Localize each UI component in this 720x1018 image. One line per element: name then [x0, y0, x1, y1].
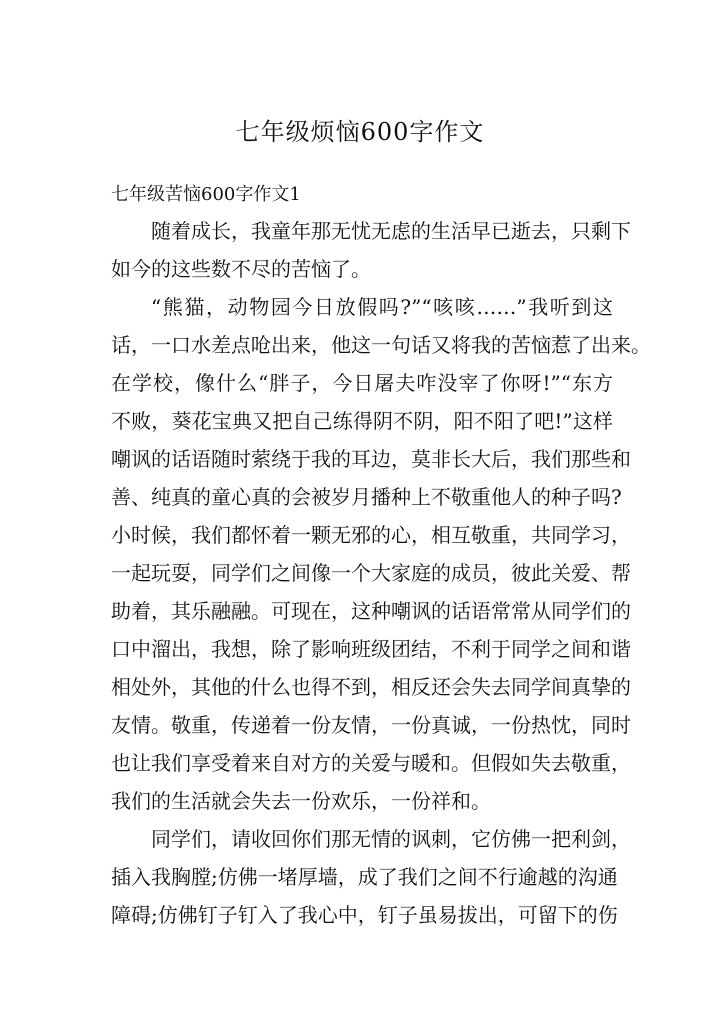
paragraph-line: 在学校，像什么“胖子，今日屠夫咋没宰了你呀!”“东方 [111, 371, 613, 395]
paragraph-line: 如今的这些数不尽的苦恼了。 [111, 257, 371, 281]
paragraph-line: 也让我们享受着来自对方的关爱与暖和。但假如失去敬重， [111, 751, 631, 775]
paragraph-line: 话，一口水差点呛出来，他这一句话又将我的苦恼惹了出来。 [111, 333, 651, 357]
document-title: 七年级烦恼600字作文 [235, 118, 485, 146]
paragraph-line: 嘲讽的话语随时萦绕于我的耳边，莫非长大后，我们那些和 [111, 447, 631, 471]
paragraph-line: 善、纯真的童心真的会被岁月播种上不敬重他人的种子吗? [111, 485, 622, 509]
paragraph-line: 我们的生活就会失去一份欢乐，一份祥和。 [111, 789, 491, 813]
paragraph-line: 插入我胸膛;仿佛一堵厚墙，成了我们之间不行逾越的沟通 [111, 865, 618, 889]
paragraph-line: 随着成长，我童年那无忧无虑的生活早已逝去，只剩下 [151, 219, 631, 243]
paragraph-line: 一起玩耍，同学们之间像一个大家庭的成员，彼此关爱、帮 [111, 561, 631, 585]
paragraph-line: 同学们，请收回你们那无情的讽刺，它仿佛一把利剑， [151, 827, 631, 851]
paragraph-line: 口中溜出，我想，除了影响班级团结，不利于同学之间和谐 [111, 637, 631, 661]
paragraph-line: 小时候，我们都怀着一颗无邪的心，相互敬重，共同学习， [111, 523, 631, 547]
paragraph-line: 相处外，其他的什么也得不到，相反还会失去同学间真挚的 [111, 675, 631, 699]
essay-subtitle: 七年级苦恼600字作文1 [111, 184, 301, 205]
paragraph-line: 助着，其乐融融。可现在，这种嘲讽的话语常常从同学们的 [111, 599, 631, 623]
paragraph-line: 不败，葵花宝典又把自己练得阴不阴，阳不阳了吧!”这样 [111, 409, 613, 433]
paragraph-line: 友情。敬重，传递着一份友情，一份真诚，一份热忱，同时 [111, 713, 631, 737]
paragraph-line: “熊猫，动物园今日放假吗?”“咳咳……”我听到这 [151, 295, 613, 319]
paragraph-line: 障碍;仿佛钉子钉入了我心中，钉子虽易拔出，可留下的伤 [111, 903, 618, 927]
